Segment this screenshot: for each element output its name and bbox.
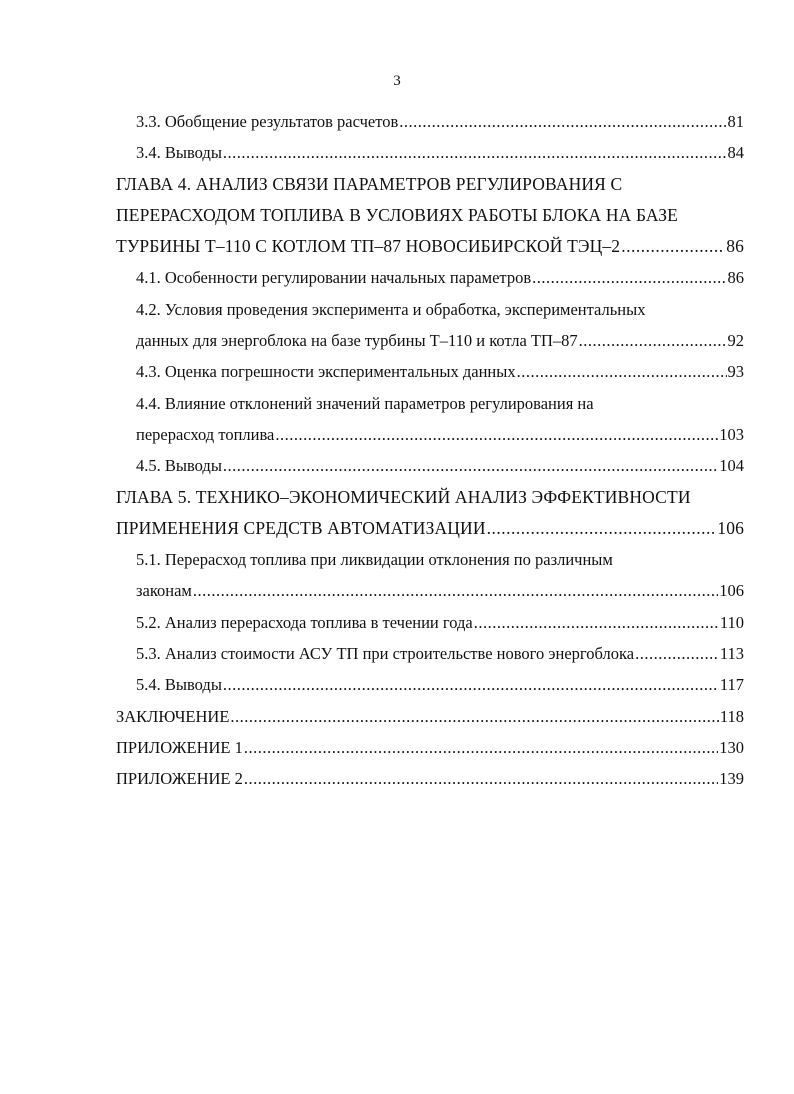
toc-entry-title: ПРИМЕНЕНИЯ СРЕДСТВ АВТОМАТИЗАЦИИ — [116, 517, 486, 538]
toc-entry-title: 3.3. Обобщение результатов расчетов — [136, 112, 399, 131]
toc-entry — [116, 388, 744, 419]
toc-entry — [116, 482, 744, 513]
toc-entry — [116, 575, 744, 606]
toc-leader-dots — [517, 356, 727, 387]
toc-entry — [116, 513, 744, 544]
toc-leader-dots — [244, 763, 718, 794]
toc-entry-title: 4.2. Условия проведения эксперимента и обработка, экспериментальных — [136, 299, 646, 319]
toc-entry — [116, 544, 744, 575]
toc-entry — [116, 169, 744, 200]
toc-entry-page: 81 — [727, 112, 744, 131]
toc-leader-dots — [621, 231, 725, 262]
toc-entry — [116, 106, 744, 137]
toc-leader-dots — [223, 137, 727, 168]
toc-leader-dots — [635, 638, 719, 669]
toc-entry-title: 5.2. Анализ перерасхода топлива в течении года — [136, 612, 473, 632]
toc-entry-page: 139 — [719, 769, 744, 789]
toc-leader-dots — [532, 262, 726, 293]
toc-entry-page: 106 — [719, 581, 744, 601]
toc-entry — [116, 137, 744, 168]
toc-entry — [116, 638, 744, 669]
toc-leader-dots — [579, 325, 727, 356]
toc-leader-dots — [474, 607, 719, 638]
toc-entry — [116, 669, 744, 700]
toc-entry-page: 113 — [719, 644, 744, 664]
toc-entry — [116, 356, 744, 387]
toc-entry-page: 92 — [727, 331, 744, 351]
toc-entry-title: ГЛАВА 4. АНАЛИЗ СВЯЗИ ПАРАМЕТРОВ РЕГУЛИРОВАНИЯ С — [116, 173, 623, 194]
toc-leader-dots — [230, 701, 718, 732]
toc-entry-title: ПРИЛОЖЕНИЕ 1 — [116, 737, 243, 757]
toc-leader-dots — [223, 669, 719, 700]
toc-entry-page: 86 — [727, 268, 744, 288]
toc-entry-page: 86 — [726, 236, 744, 257]
table-of-contents — [116, 106, 744, 795]
toc-entry-page: 93 — [727, 362, 744, 382]
toc-entry-title: 4.1. Особенности регулировании начальных параметров — [136, 268, 532, 288]
toc-entry-title: ТУРБИНЫ Т–110 С КОТЛОМ ТП–87 НОВОСИБИРСКОЙ ТЭЦ–2 — [116, 236, 621, 257]
toc-leader-dots — [223, 450, 718, 481]
toc-entry-title: 5.4. Выводы — [136, 675, 222, 695]
toc-entry — [116, 294, 744, 325]
toc-entry-page: 110 — [719, 612, 744, 632]
toc-entry-page: 130 — [719, 737, 744, 757]
toc-entry-title: 5.1. Перерасход топлива при ликвидации отклонения по различным — [136, 550, 613, 570]
toc-entry-title: данных для энергоблока на базе турбины Т–110 и котла ТП–87 — [136, 331, 578, 351]
toc-entry-title: ПЕРЕРАСХОДОМ ТОПЛИВА В УСЛОВИЯХ РАБОТЫ БЛОКА НА БАЗЕ — [116, 204, 679, 225]
toc-entry-page: 104 — [719, 456, 744, 476]
toc-entry-title: 5.3. Анализ стоимости АСУ ТП при строительстве нового энергоблока — [136, 644, 635, 664]
toc-leader-dots — [193, 575, 718, 606]
toc-entry-page: 106 — [717, 517, 744, 538]
toc-entry — [116, 701, 744, 732]
toc-entry — [116, 325, 744, 356]
toc-entry-title: ПРИЛОЖЕНИЕ 2 — [116, 769, 243, 789]
toc-entry — [116, 200, 744, 231]
toc-entry-title: 4.5. Выводы — [136, 456, 222, 476]
toc-leader-dots — [275, 419, 718, 450]
toc-entry — [116, 231, 744, 262]
toc-entry-page: 118 — [719, 706, 744, 726]
toc-entry-title: законам — [136, 581, 192, 601]
toc-entry — [116, 419, 744, 450]
toc-entry-title: 3.4. Выводы — [136, 143, 222, 163]
toc-entry-title: перерасход топлива — [136, 424, 275, 444]
toc-entry-title: 4.3. Оценка погрешности экспериментальных данных — [136, 362, 516, 382]
toc-entry-page: 103 — [719, 424, 744, 444]
toc-entry-page: 117 — [719, 675, 744, 695]
toc-entry — [116, 262, 744, 293]
toc-leader-dots — [487, 513, 717, 544]
toc-entry-title: ЗАКЛЮЧЕНИЕ — [116, 706, 230, 726]
toc-entry — [116, 732, 744, 763]
toc-leader-dots — [244, 732, 718, 763]
page-number: 3 — [393, 73, 401, 89]
toc-entry — [116, 607, 744, 638]
toc-entry — [116, 763, 744, 794]
toc-entry-page: 84 — [727, 143, 744, 163]
toc-entry — [116, 450, 744, 481]
toc-entry-title: 4.4. Влияние отклонений значений параметров регулирования на — [136, 393, 594, 413]
toc-leader-dots — [399, 106, 726, 137]
toc-entry-title: ГЛАВА 5. ТЕХНИКО–ЭКОНОМИЧЕСКИЙ АНАЛИЗ ЭФФЕКТИВНОСТИ — [116, 486, 691, 507]
